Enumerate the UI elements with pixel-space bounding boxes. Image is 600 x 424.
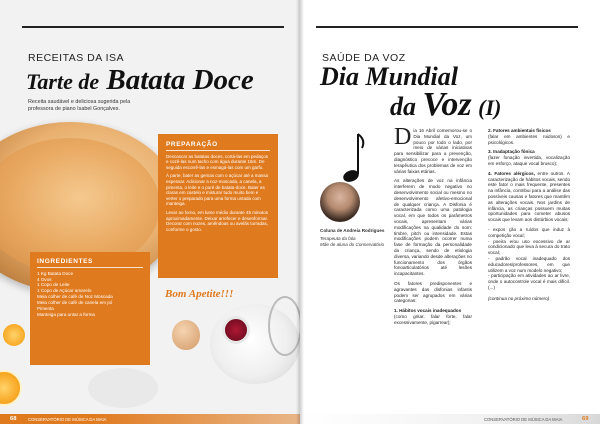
factor-4-text: entre outros. A caracterização de hábitos vocais, sendo este fator o mais frequente, presentes na infância, contribui para a análise das possíveis causas e fatores que mantêm as alterações vocais. Nos jardins de infância, as crianças possuem muitas oportunidades para cometer abusos vocais que levam aos distúrbios vocais: <box>488 170 570 223</box>
factor-1-title: 1. Hábitos vocais inadequados <box>394 308 462 314</box>
desc-line-1: Receita saudável e deliciosa sugerida pela <box>28 99 131 105</box>
title-voz: Voz <box>422 86 472 123</box>
ingredient-item: 1 Copo de Leite <box>37 282 70 288</box>
top-rule <box>316 26 578 28</box>
page-number: 68 <box>10 416 17 422</box>
bullet-item: - poeira e/ou uso excessivo de ar condicionado que leva à secura do trato vocal; <box>488 238 570 256</box>
paragraph: ia 16 Abril comemorou-se o Dia Mundial da Voz, um pouco por todo o lado, por meio de várias iniciativas para sensibilizar para a prevenção, diagnóstico precoce e intervenção terapêutica dos problemas de voz em várias faixas etárias. <box>394 128 472 174</box>
preparation-paragraph: Levar ao forno, em lume médio durante 45 minutos aproximadamente. Deixar arrefecer e desenformar. Decorar com nozes, amêndoas ou avelãs torradas, conforme o gosto. <box>166 209 269 232</box>
author-role-1: Terapeuta da fala <box>320 236 356 241</box>
factor-2-title: 2. Fatores ambientais físicos <box>488 128 551 133</box>
factor-3-title: 3. Inadaptação fônica <box>488 149 535 155</box>
title-da: da <box>390 92 416 121</box>
right-page <box>300 0 600 424</box>
top-rule <box>22 26 284 28</box>
factor-3-text: (fazer fonação invertida, vocalização em esforço, ataque vocal brusco); <box>488 155 570 166</box>
ingredient-item: Meia colher de café de Noz Moscada <box>37 294 113 300</box>
ingredient-item: 1 Kg Batata Doce <box>37 270 74 276</box>
dropcap: D <box>394 124 412 150</box>
title-prefix: Tarte de <box>26 69 100 94</box>
article-title-line-1: Dia Mundial <box>320 62 458 91</box>
ingredient-item: 1 Copo de Açúcar amarelo <box>37 288 92 294</box>
page-number: 69 <box>582 416 589 422</box>
title-numeral: (I) <box>478 95 502 120</box>
factor-2-text: (falar em ambientes ruidosos) e psicológicos. <box>488 133 570 145</box>
author-avatar <box>320 182 360 222</box>
factor-4-title: 4. Fatores alérgicos, <box>488 170 535 176</box>
factor-1-text: (como gritar, falar forte, falar excessivamente, pigarrear); <box>394 313 472 325</box>
article-column-1 <box>394 124 472 326</box>
preparation-paragraph: À parte, bater as gemas com o açúcar até a massa espessar. Adicionar a noz-moscada, a canela, a pimenta, o leite e o puré de batata-doce. Bater as claras em castelo e misturar tudo muito bem e verter o preparado para uma forma untada com manteiga. <box>166 173 269 207</box>
footer-text: CONSERVATÓRIO DE MÚSICA DA MAIA <box>484 417 563 422</box>
paragraph: As alterações de voz na infância interferem de modo negativo no desenvolvimento social ou mesmo no desenvolvimento afetivo-emocional de qualquer criança. A Disfonia é caracterizada como uma patologia vocal, em que todos os parâmetros vocais, apresentam várias modificações na qualidade do som: timbre, pitch ou intensidade. Estas modificações podem ocorrer numa fase de formação da personalidade da criança, sendo de etiologia diversa, variando desde alterações no funcionamento dos órgãos fonoarticulatórios até lesões incapacitantes. <box>394 178 472 277</box>
desc-line-2: professora de piano Isabel Gonçalves. <box>28 105 120 112</box>
author-name: Coluna de Andreia Rodrigues <box>320 228 385 233</box>
orange-slice-image-2 <box>3 324 25 346</box>
section-label: RECEITAS DA ISA <box>28 52 124 64</box>
ingredient-item: 4 Ovos <box>37 276 52 282</box>
page-gutter <box>296 0 304 424</box>
ingredient-item: Meia colher de café de canela em pó <box>37 300 113 306</box>
ingredients-box <box>30 252 150 365</box>
bullet-item: - participação em atividades ao ar livre, onde o autocontrole vocal é mais difícil. (...) <box>488 273 570 290</box>
bullet-item: - padrão vocal inadequado dos educadores/professores, em que utilizem a voz num modelo negativo; <box>488 255 570 273</box>
paragraph: Os fatores predisponentes e agravantes das disfonias infantis podem ser agrupados em várias categorias: <box>394 280 472 304</box>
bullet-item: - expos ção a ruídos que induz à competição vocal; <box>488 226 570 238</box>
ingredient-item: Manteiga para untar a forma <box>37 311 95 317</box>
small-plate <box>88 368 158 408</box>
ingredients-rule <box>37 267 143 268</box>
orange-slice-image <box>0 370 22 406</box>
bom-apetite-text: Bom Apetite!!! <box>165 288 234 300</box>
recipe-title <box>26 64 254 97</box>
section-label: SAÚDE DA VOZ <box>322 52 406 64</box>
footer-text: CONSERVATÓRIO DE MÚSICA DA MAIA <box>28 417 107 422</box>
preparation-heading: PREPARAÇÃO <box>166 141 218 148</box>
cranberry-bowl-image <box>222 316 250 344</box>
author-role-2: Mãe de aluna do Conservatório <box>320 242 385 247</box>
ingredient-item: Pimenta <box>37 306 54 312</box>
egg-image <box>172 320 200 350</box>
preparation-paragraph: Descascar as batatas doces, cortá-las em pedaços e cozê-las num tacho com água durante 15m. De seguida escorrê-las e esmagá-las com um garfo. <box>166 153 269 170</box>
music-note-icon <box>336 132 366 184</box>
ingredients-heading: INGREDIENTES <box>37 258 93 265</box>
article-column-2 <box>488 128 570 302</box>
preparation-rule <box>166 150 270 151</box>
recipe-description <box>28 99 130 112</box>
article-title-line-2 <box>390 86 501 124</box>
preparation-box <box>158 134 278 278</box>
continua-text: (continua no próximo número) <box>488 295 550 301</box>
title-main: Batata Doce <box>106 64 254 96</box>
